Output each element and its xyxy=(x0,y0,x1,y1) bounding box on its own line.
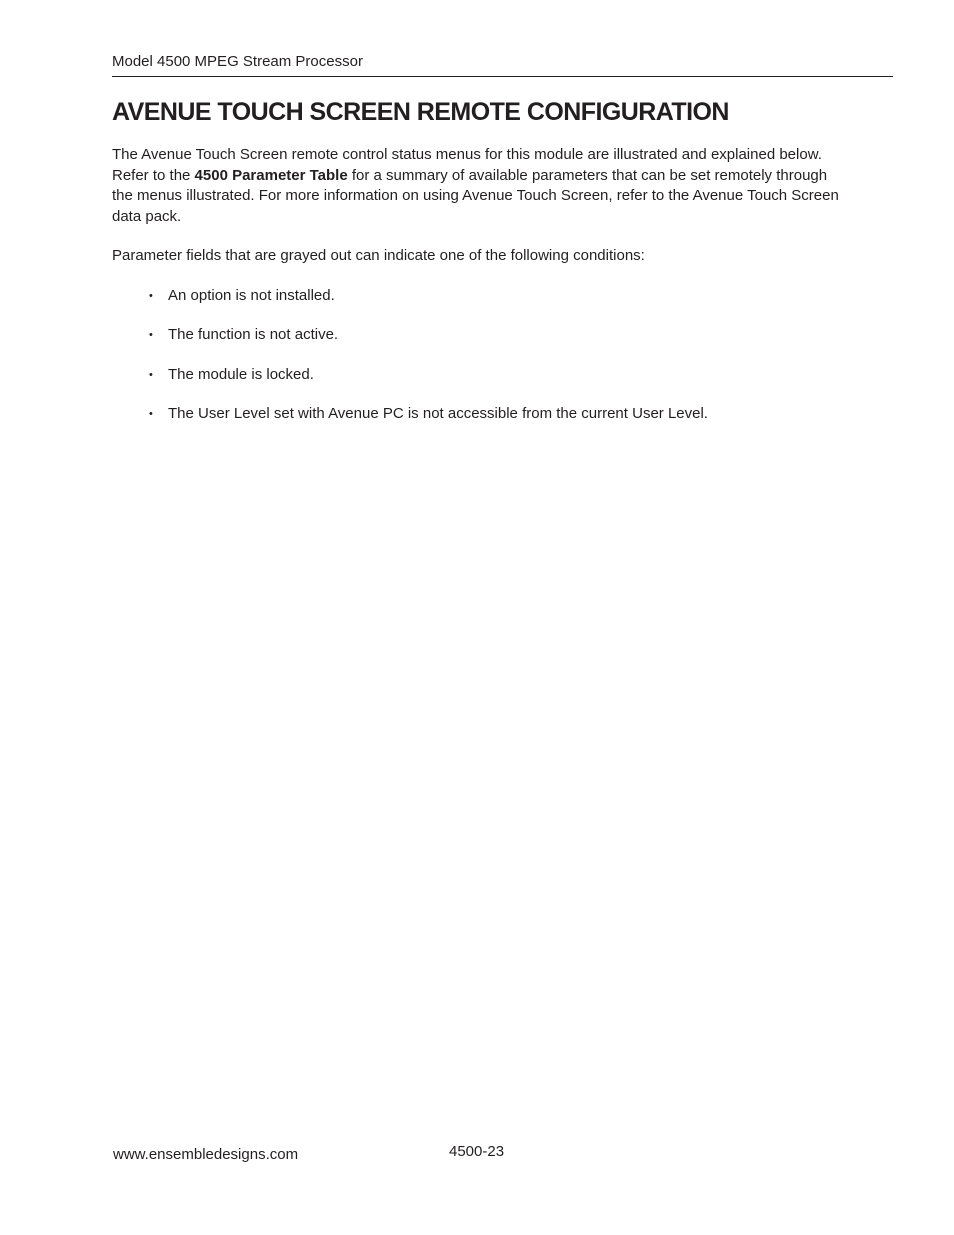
intro-text-end: for a summary of available parameters that can be set remotely through the menus illustrated. For more information on using Avenue Touch Screen, refer to the Avenue Touch Screen data pack. xyxy=(112,166,839,226)
conditions-list xyxy=(146,286,708,443)
condition-text: An option is not installed. xyxy=(168,287,335,304)
intro-paragraph xyxy=(112,145,847,228)
parameter-table-reference: 4500 Parameter Table xyxy=(194,166,348,184)
list-item xyxy=(146,365,708,385)
running-header xyxy=(112,52,893,77)
bullet-icon: • xyxy=(149,368,153,381)
list-item xyxy=(146,325,708,345)
document-title: Model 4500 MPEG Stream Processor xyxy=(112,53,363,70)
bullet-icon: • xyxy=(149,329,153,342)
bullet-icon: • xyxy=(149,290,153,302)
conditions-lead-paragraph: Parameter fields that are grayed out can indicate one of the following conditions: xyxy=(112,247,645,264)
condition-text: The User Level set with Avenue PC is not accessible from the current User Level. xyxy=(168,404,708,422)
condition-text: The function is not active. xyxy=(168,326,339,344)
list-item xyxy=(146,286,708,306)
condition-text: The module is locked. xyxy=(168,365,314,383)
page-title: AVENUE TOUCH SCREEN REMOTE CONFIGURATION xyxy=(112,98,729,126)
intro-text-start: The Avenue Touch Screen remote control status menus for this module are illustrated and explained below. Refer to the xyxy=(112,146,822,184)
page-number: 4500-23 xyxy=(449,1143,505,1160)
list-item xyxy=(146,404,708,424)
bullet-icon: • xyxy=(149,407,153,420)
footer-website: www.ensembledesigns.com xyxy=(113,1146,299,1163)
